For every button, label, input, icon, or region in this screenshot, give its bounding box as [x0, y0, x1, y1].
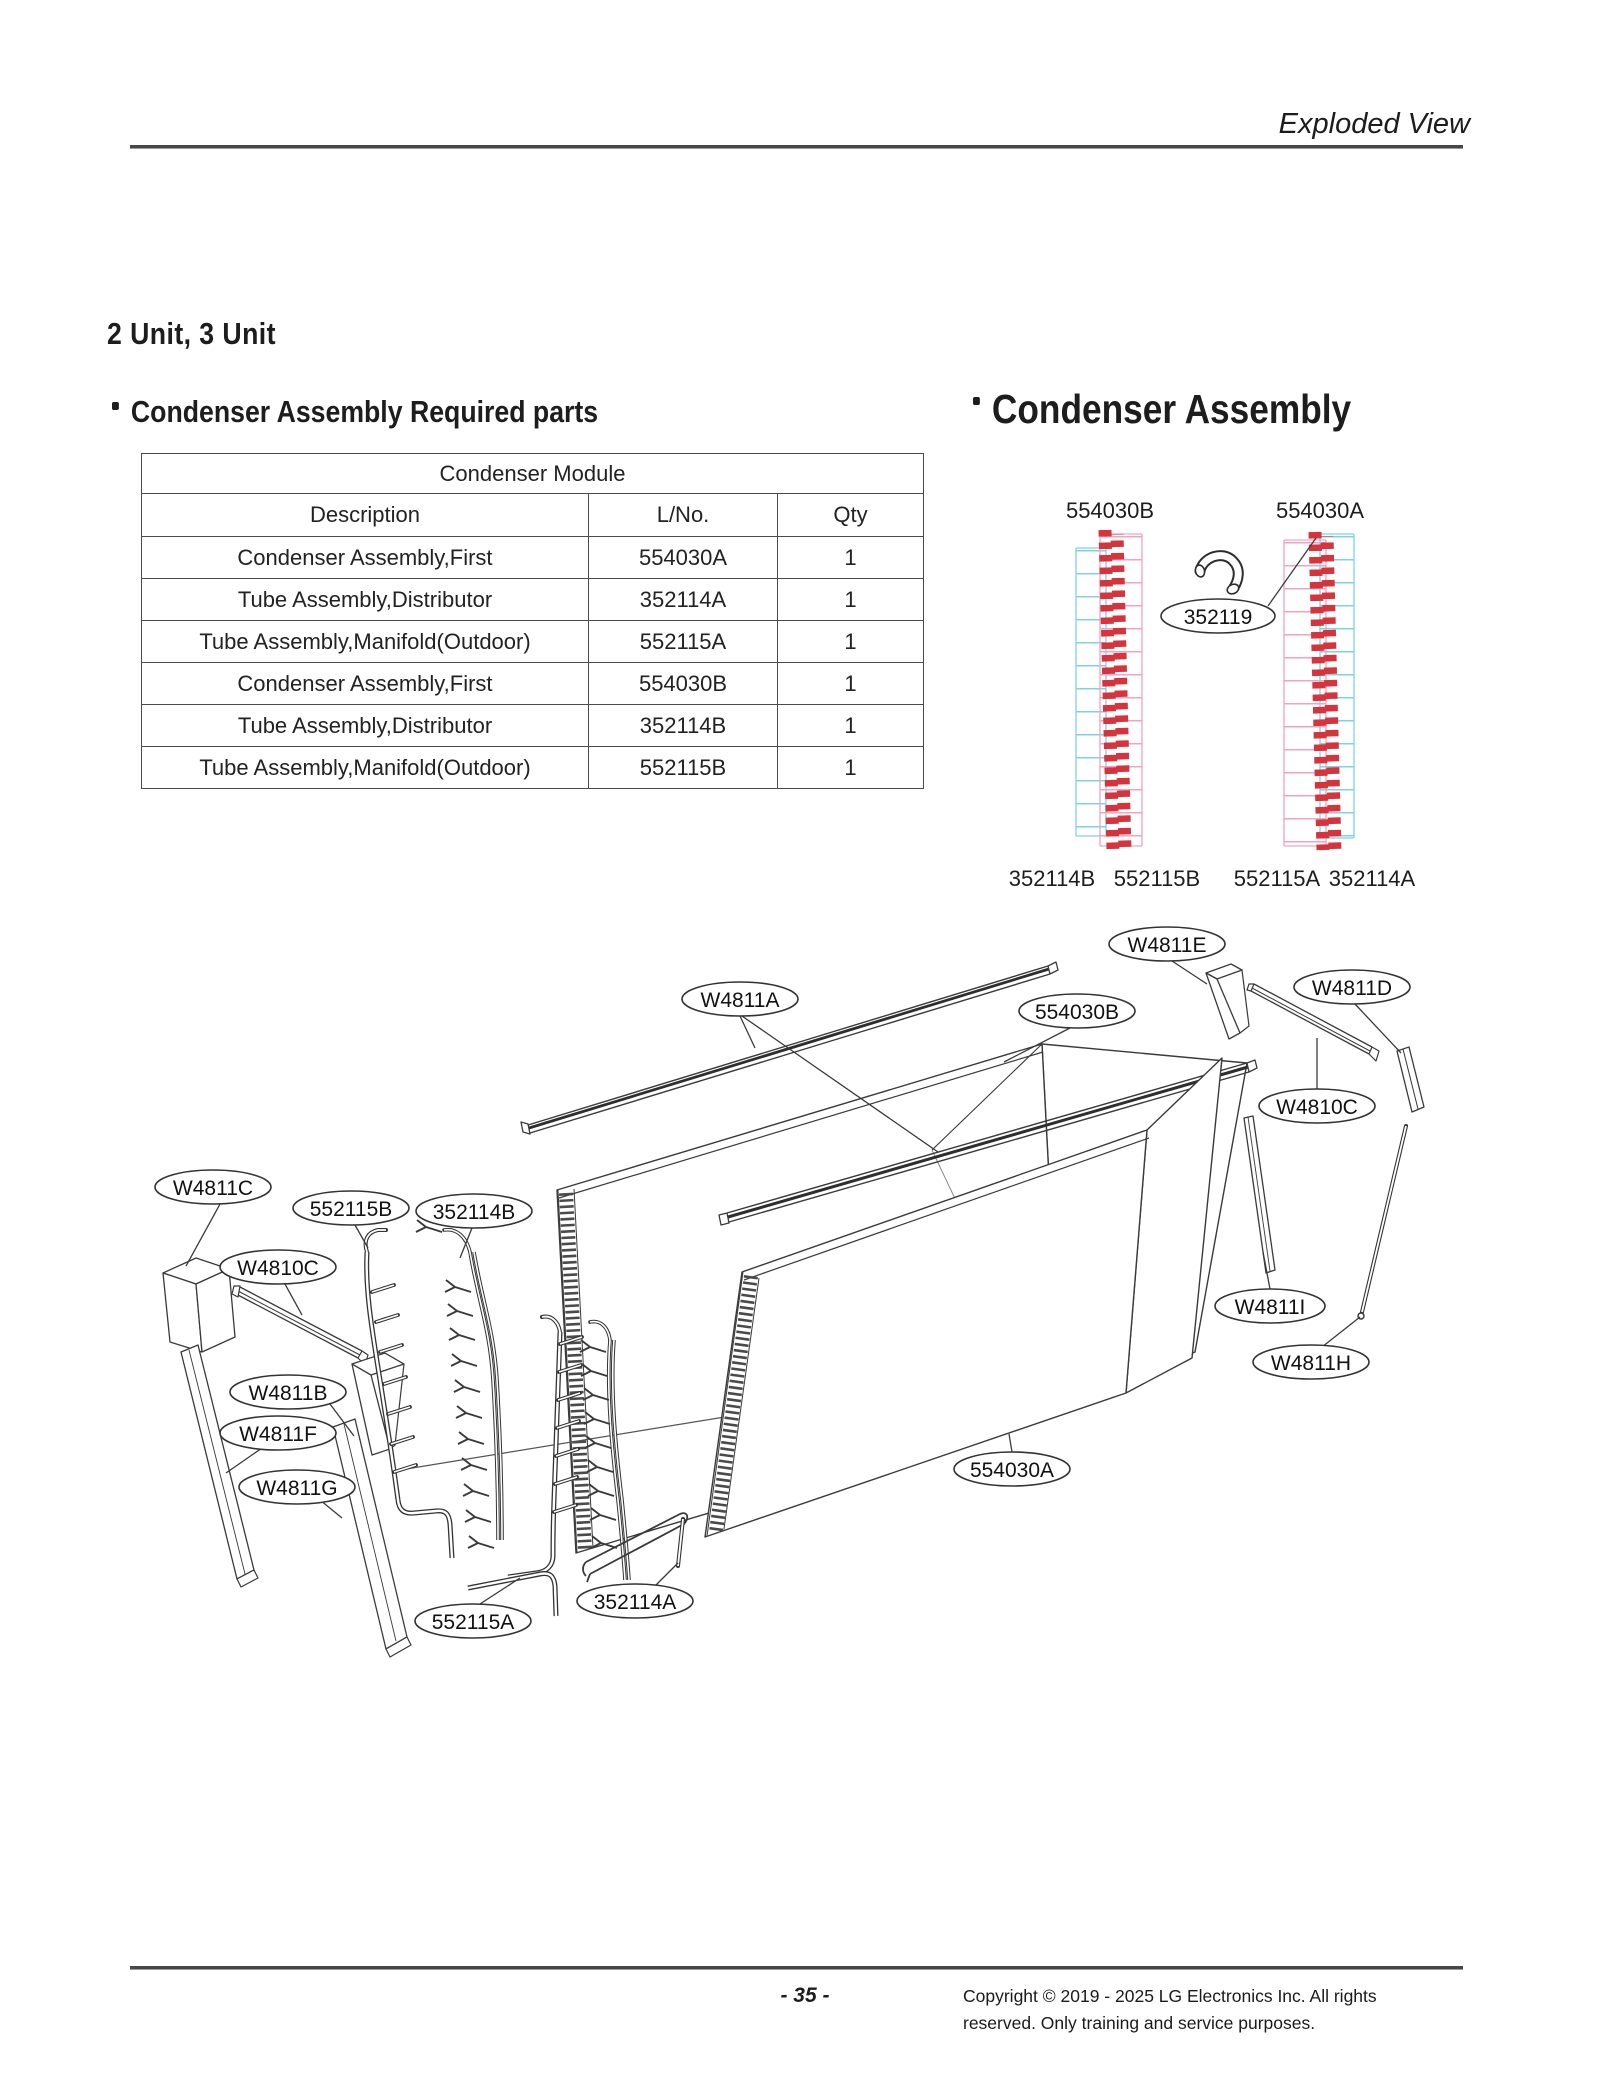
- svg-text:W4811C: W4811C: [172, 1177, 254, 1200]
- col-description: Description: [142, 494, 589, 537]
- svg-text:554030B: 554030B: [1034, 1001, 1120, 1024]
- svg-text:W4811G: W4811G: [256, 1477, 338, 1500]
- callout-554030A: [954, 1452, 1070, 1486]
- svg-text:552115A: 552115A: [431, 1611, 515, 1634]
- callout-W4810C-left: [220, 1250, 336, 1284]
- tube-552115A: [468, 1317, 582, 1616]
- svg-text:W4811F: W4811F: [239, 1423, 317, 1446]
- footer-rule: [130, 1966, 1463, 1970]
- bar-W4811I: [1244, 1116, 1275, 1273]
- svg-text:W4811H: W4811H: [1270, 1352, 1352, 1375]
- callout-552115A: [415, 1604, 531, 1638]
- parts-heading: Condenser Assembly Required parts: [112, 394, 598, 430]
- mini-bottom-label: 352114B: [1008, 866, 1096, 891]
- page-title: 2 Unit, 3 Unit: [107, 316, 276, 351]
- mini-bottom-label: 552115A: [1233, 866, 1321, 891]
- condenser-module-diagram: [1009, 498, 1416, 891]
- callout-W4810C-right: [1259, 1089, 1375, 1123]
- mini-bottom-label: 552115B: [1113, 866, 1201, 891]
- callout-352114A: [577, 1584, 693, 1618]
- svg-text:W4810C: W4810C: [237, 1257, 319, 1280]
- mini-label-554030B: 554030B: [1065, 498, 1155, 523]
- svg-text:352114A: 352114A: [593, 1591, 677, 1614]
- svg-text:352114B: 352114B: [432, 1201, 516, 1224]
- callout-W4811I: [1215, 1289, 1325, 1323]
- callout-W4811D: [1294, 970, 1410, 1004]
- page-header-title: Exploded View: [1278, 108, 1470, 140]
- copyright-text: Copyright © 2019 - 2025 LG Electronics Inc. All rights reserved. Only training and service purposes.: [963, 1986, 1377, 2033]
- callout-W4811B: [230, 1375, 346, 1409]
- assembly-heading: Condenser Assembly: [973, 386, 1351, 433]
- svg-text:W4810C: W4810C: [1276, 1096, 1358, 1119]
- table-row: Tube Assembly,Distributor 352114B 1: [142, 705, 924, 747]
- svg-text:W4811A: W4811A: [700, 989, 780, 1012]
- callout-W4811G: [239, 1470, 355, 1504]
- table-row: Condenser Assembly,First 554030A 1: [142, 537, 924, 579]
- distributor-352114B: [416, 1208, 502, 1548]
- table-row: Condenser Assembly,First 554030B 1: [142, 663, 924, 705]
- plate-W4811D: [1397, 1047, 1424, 1112]
- mini-label-554030A: 554030A: [1275, 498, 1365, 523]
- tube-552115B: [366, 1230, 452, 1558]
- callout-552115B: [293, 1191, 409, 1225]
- svg-text:W4811B: W4811B: [248, 1382, 328, 1405]
- rod-W4811H: [1358, 1126, 1406, 1319]
- table-row: Tube Assembly,Distributor 352114A 1: [142, 579, 924, 621]
- condenser-554030A-graphic: [1284, 532, 1354, 852]
- svg-text:552115B: 552115B: [309, 1198, 393, 1221]
- page-number: - 35 -: [780, 1984, 830, 2007]
- svg-text:W4811D: W4811D: [1311, 977, 1393, 1000]
- table-row: Tube Assembly,Manifold(Outdoor) 552115B 1: [142, 747, 924, 789]
- condenser-554030B-graphic: [1076, 530, 1142, 852]
- elbow-fitting-icon: [1194, 556, 1240, 596]
- svg-text:352119: 352119: [1183, 606, 1253, 629]
- callout-352114B: [416, 1194, 532, 1228]
- callout-W4811C: [155, 1170, 271, 1204]
- col-lno: L/No.: [589, 494, 778, 537]
- callout-W4811F: [220, 1416, 336, 1450]
- svg-text:554030A: 554030A: [969, 1459, 1055, 1482]
- svg-text:W4811E: W4811E: [1127, 934, 1207, 957]
- callout-W4811H: [1253, 1345, 1369, 1379]
- table-row: Tube Assembly,Manifold(Outdoor) 552115A 1: [142, 621, 924, 663]
- bar-W4810C-left: [232, 1286, 368, 1365]
- svg-text:W4811I: W4811I: [1234, 1296, 1306, 1319]
- exploded-view-diagram: [155, 927, 1424, 1657]
- col-qty: Qty: [778, 494, 924, 537]
- bar-W4811E: [1206, 964, 1249, 1039]
- table-title: Condenser Module: [142, 454, 924, 494]
- callout-W4811E: [1109, 927, 1225, 961]
- mini-bottom-label: 352114A: [1328, 866, 1416, 891]
- callout-554030B: [1019, 994, 1135, 1028]
- callout-W4811A: [682, 982, 798, 1016]
